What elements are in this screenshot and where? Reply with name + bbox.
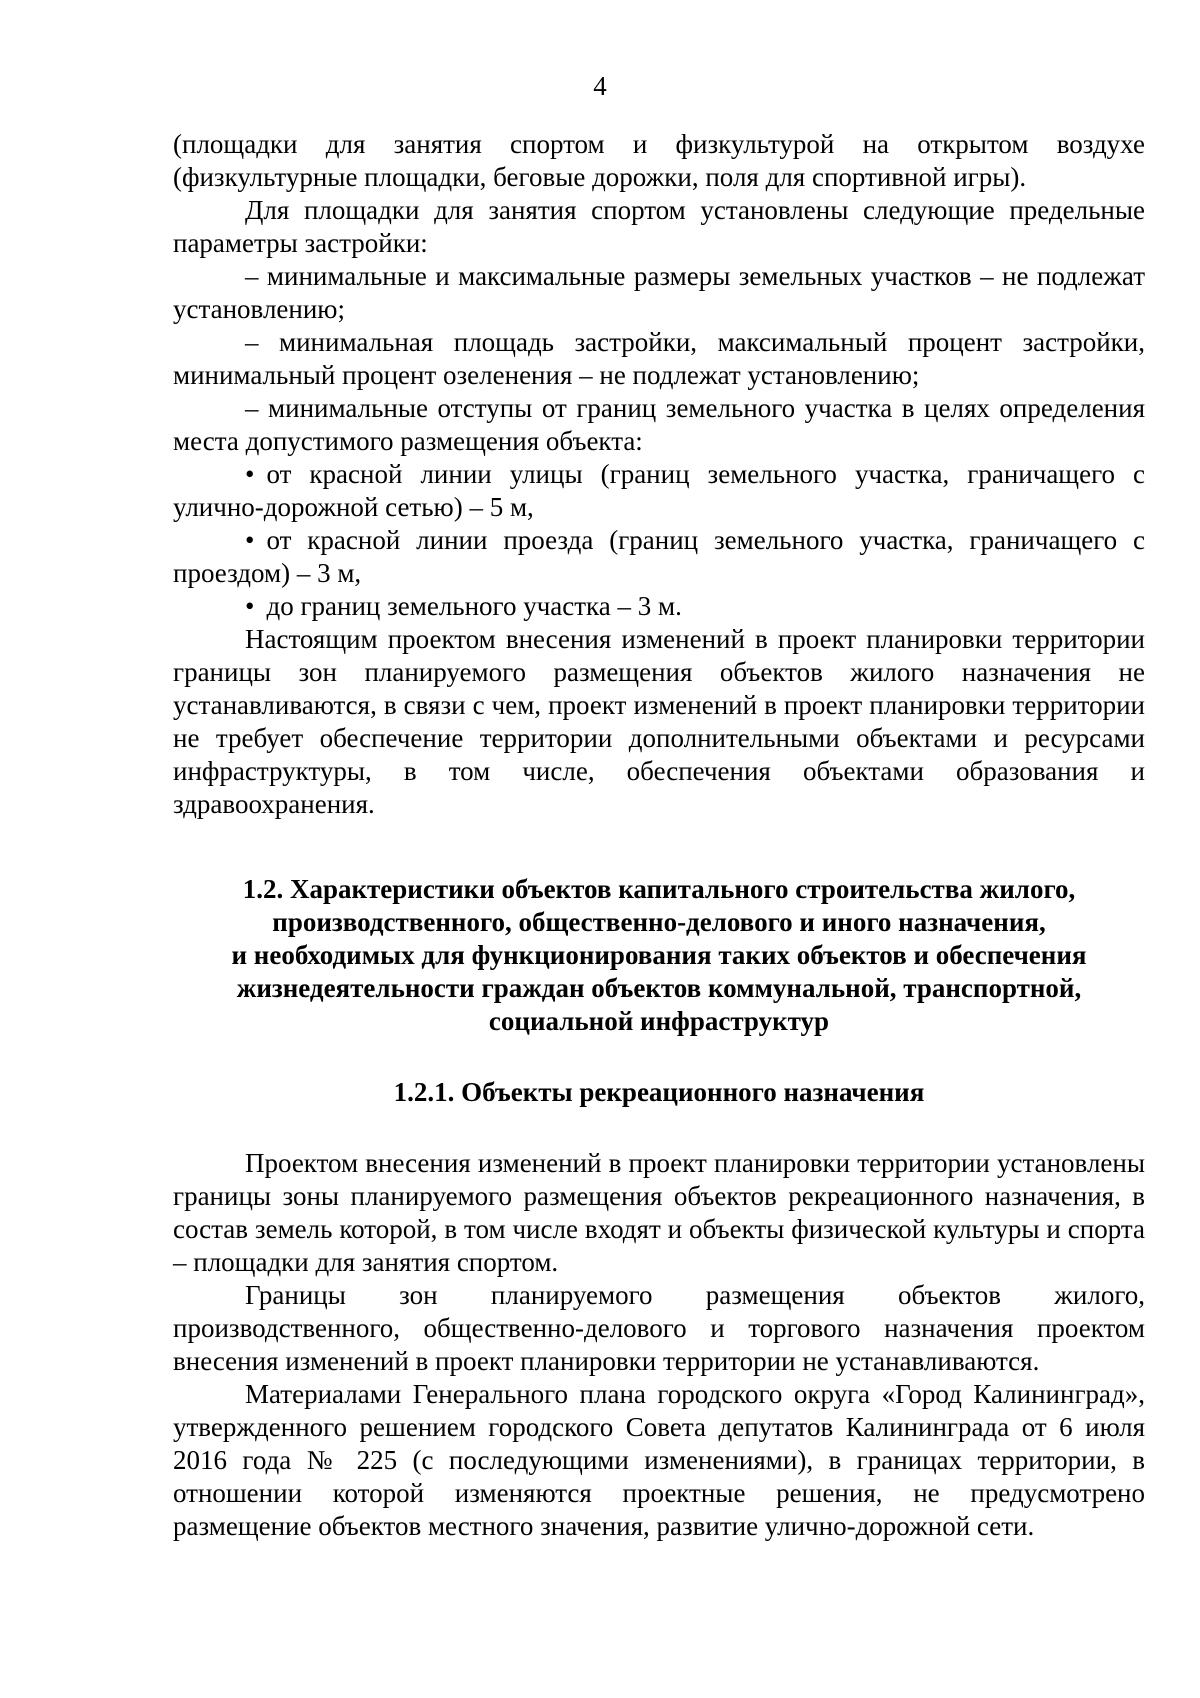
body-paragraph: Для площадки для занятия спортом установлены следующие предельные параметры застройки: (173, 195, 1145, 258)
body-paragraph: Проектом внесения изменений в проект планировки территории установлены границы зоны планируемого размещения объектов рекреационного назначения, в состав земель которой, в том числе входят и объекты физической культуры и спорта – площадки для занятия спортом. (173, 1148, 1145, 1277)
body-paragraph: (площадки для занятия спортом и физкультурой на открытом воздухе (физкультурные площадки, беговые дорожки, поля для спортивной игры). (173, 129, 1145, 192)
bullet-icon: • (245, 525, 255, 555)
section-heading (173, 873, 1145, 1038)
subsection-heading: 1.2.1. Объекты рекреационного назначения (393, 1077, 925, 1107)
bullet-list-item (173, 590, 1145, 623)
section-heading-line: производственного, общественно-делового и иного назначения, (272, 907, 1046, 937)
bullet-text: от красной линии улицы (границ земельного участка, граничащего с улично-дорожной сетью) – 5 м, (173, 459, 1145, 522)
section-heading-line: жизнедеятельности граждан объектов коммунальной, транспортной, (236, 973, 1082, 1003)
dash-list-item: – минимальная площадь застройки, максимальный процент застройки, минимальный процент озеленения – не подлежат установлению; (173, 327, 1145, 390)
dash-list-item: – минимальные и максимальные размеры земельных участков – не подлежат установлению; (173, 261, 1145, 324)
page-number: 4 (593, 71, 607, 101)
bullet-text: от красной линии проезда (границ земельного участка, граничащего с проездом) – 3 м, (173, 525, 1145, 588)
bullet-icon: • (245, 459, 255, 489)
bullet-icon: • (245, 591, 255, 621)
bullet-text: до границ земельного участка – 3 м. (266, 591, 682, 621)
body-paragraph: Границы зон планируемого размещения объектов жилого, производственного, общественно-делового и торгового назначения проектом внесения изменений в проект планировки территории не устанавливаются. (173, 1280, 1145, 1376)
body-paragraph: Настоящим проектом внесения изменений в проект планировки территории границы зон планируемого размещения объектов жилого назначения не устанавливаются, в связи с чем, проект изменений в проект планировки территории не требует обеспечение территории дополнительными объектами и ресурсами инфраструктуры, в том числе, обеспечения объектами образования и здравоохранения. (173, 624, 1145, 819)
body-paragraph: Материалами Генерального плана городского округа «Город Калининград», утвержденного решением городского Совета депутатов Калининграда от 6 июля 2016 года № 225 (с последующими изменениями), в границах территории, в отношении которой изменяются проектные решения, не предусмотрено размещение объектов местного значения, развитие улично-дорожной сети. (173, 1379, 1145, 1541)
section-heading-line: социальной инфраструктур (488, 1006, 830, 1036)
page-body (173, 128, 1145, 1543)
section-heading-line: и необходимых для функционирования таких объектов и обеспечения (231, 940, 1087, 970)
section-heading-line: 1.2. Характеристики объектов капитального строительства жилого, (242, 874, 1076, 904)
dash-list-item: – минимальные отступы от границ земельного участка в целях определения места допустимого размещения объекта: (173, 393, 1145, 456)
bullet-list-item (173, 458, 1145, 524)
bullet-list-item (173, 524, 1145, 590)
